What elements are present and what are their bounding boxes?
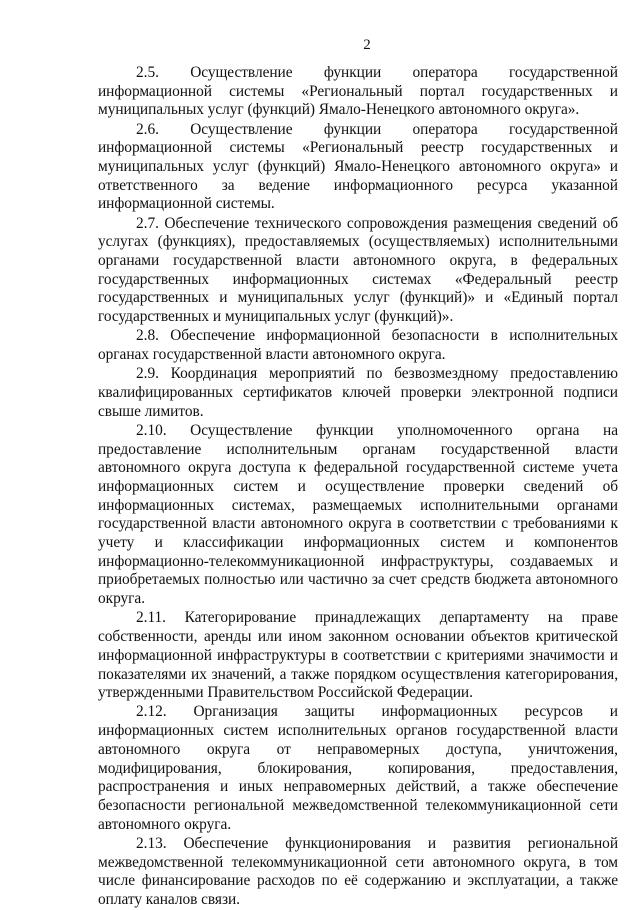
paragraph-2-6: 2.6. Осуществление функции оператора государственной информационной системы «Региональный реестр государственных и муниципальных услуг (функций) Ямало-Ненецкого автономного округа» и ответственного за ведение информационного ресурса указанной информационной системы. (98, 120, 618, 213)
paragraph-2-8: 2.8. Обеспечение информационной безопасности в исполнительных органах государственной власти автономного округа. (98, 327, 618, 364)
paragraph-2-9: 2.9. Координация мероприятий по безвозмездному предоставлению квалифицированных сертификатов ключей проверки электронной подписи свыше лимитов. (98, 365, 618, 420)
paragraph-2-5: 2.5. Осуществление функции оператора государственной информационной системы «Региональный портал государственных и муниципальных услуг (функций) Ямало-Ненецкого автономного округа». (98, 64, 618, 119)
paragraph-2-12: 2.12. Организация защиты информационных ресурсов и информационных систем исполнительных органов государственной власти автономного округа от неправомерных доступа, уничтожения, модифицирования, блокирования, копирования, предоставления, распространения и иных неправомерных действий, а также обеспечение безопасности региональной межведомственной телекоммуникационной сети автономного округа. (98, 703, 618, 833)
paragraph-2-10: 2.10. Осуществление функции уполномоченного органа на предоставление исполнительным органам государственной власти автономного округа доступа к федеральной государственной системе учета информационных систем и осуществление проверки сведений об информационных системах, размещаемых исполнительными органами государственной власти автономного округа в соответствии с требованиями к учету и классификации информационных систем и компонентов информационно-телекоммуникационной инфраструктуры, создаваемых и приобретаемых полностью или частично за счет средств бюджета автономного округа. (98, 421, 618, 608)
paragraph-2-13: 2.13. Обеспечение функционирования и развития региональной межведомственной телекоммуникационной сети автономного округа, в том числе финансирование расходов по её содержанию и эксплуатации, а также оплату каналов связи. (98, 834, 618, 908)
paragraph-2-11: 2.11. Категорирование принадлежащих департаменту на праве собственности, аренды или ином законном основании объектов критической информационной инфраструктуры в соответствии с критериями значимости и показателями их значений, а также порядком осуществления категорирования, утвержденными Правительством Российской Федерации. (98, 609, 618, 702)
page-number: 2 (363, 37, 371, 53)
paragraph-2-7: 2.7. Обеспечение технического сопровождения размещения сведений об услугах (функциях), предоставляемых (осуществляемых) исполнительными органами государственной власти автономного округа, в федеральных государственных информационных системах «Федеральный реестр государственных и муниципальных услуг (функций)» и «Единый портал государственных и муниципальных услуг (функций)». (98, 214, 618, 326)
